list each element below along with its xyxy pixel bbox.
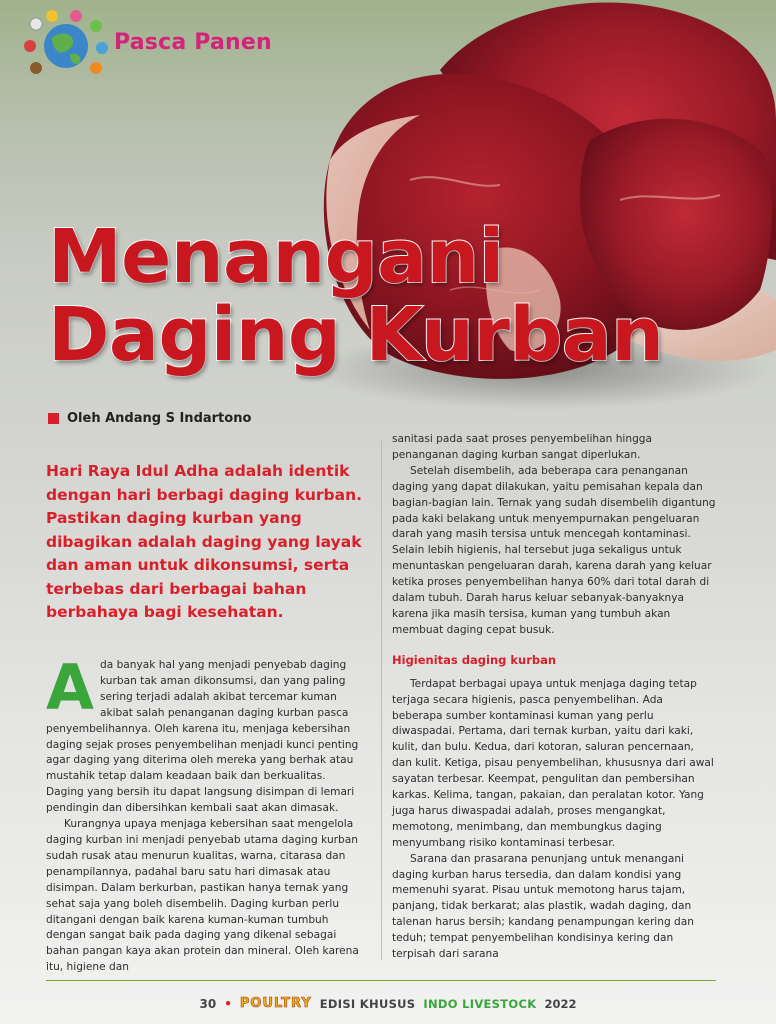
byline-text: Oleh Andang S Indartono xyxy=(67,411,252,426)
body-paragraph: Terdapat berbagai upaya untuk menjaga daging tetap terjaga secara higienis, pasca penyembelihan. Ada beberapa sumber kontaminasi kuman yang perlu diwaspadai. Pertama, dari ternak kurban, yaitu dari kaki, kulit, dan bulu. Kedua, dari kotoran, saluran pencernaan, dan kulit. Ketiga, pisau penyembelihan, khususnya dari awal sayatan terbesar. Keempat, pengulitan dan pembersihan karkas. Kelima, tangan, pakaian, dan peralatan kotor. Yang juga harus diwaspadai adalah, proses mengangkat, memotong, menimbang, dan membungkus daging menyumbang risiko kontaminasi terbesar. xyxy=(392,677,714,849)
column-divider xyxy=(381,440,382,960)
edition-year: 2022 xyxy=(544,996,577,1011)
section-title: Pasca Panen xyxy=(114,30,272,55)
magazine-brand: POULTRY xyxy=(239,996,312,1011)
left-column xyxy=(46,651,362,976)
edition-event: INDO LIVESTOCK xyxy=(423,996,537,1011)
page-number: 30 xyxy=(199,996,217,1011)
globe-logo-icon xyxy=(22,10,108,78)
footer-bullet: • xyxy=(224,996,232,1011)
page-footer xyxy=(0,996,776,1011)
body-paragraph: sanitasi pada saat proses penyembelihan hingga penanganan daging kurban sangat diperlukan. xyxy=(392,433,653,461)
lead-paragraph: Hari Raya Idul Adha adalah identik dengan hari berbagi daging kurban. Pastikan daging kurban yang dibagikan adalah daging yang layak dan aman untuk dikonsumsi, serta terbebas dari berbagai bahan berbahaya bagi kesehatan. xyxy=(46,462,363,621)
footer-rule xyxy=(46,980,716,981)
body-paragraph: Setelah disembelih, ada beberapa cara penanganan daging yang dapat dilakukan, yaitu pemisahan kepala dan bagian-bagian lain. Ternak yang sudah disembelih digantung pada kaki belakang untuk menyempurnakan pengeluaran darah yang masih tersisa untuk mencegah kontaminasi. Selain lebih higienis, hal tersebut juga sekaligus untuk menuntaskan pengeluaran darah, karena darah yang keluar ketika proses penyembelihan hanya 60% dari total darah di dalam tubuh. Darah harus keluar sebanyak-banyaknya karena jika masih tersisa, kuman yang tumbuh akan membuat daging cepat busuk. xyxy=(392,464,716,636)
drop-cap: A xyxy=(46,651,94,724)
article-headline xyxy=(48,214,688,378)
headline-line-1: Menangani xyxy=(48,214,504,300)
edition-label: EDISI KHUSUS xyxy=(319,996,416,1011)
body-paragraph: Sarana dan prasarana penunjang untuk menangani daging kurban harus tersedia, dan dalam kondisi yang memenuhi syarat. Pisau untuk memotong harus tajam, panjang, tidak berkarat; alas plastik, wadah daging, dan talenan harus bersih; kandang penampungan kering dan teduh; tempat penyembelihan kondisinya kering dan terpisah dari sarana xyxy=(392,852,694,961)
body-paragraph: da banyak hal yang menjadi penyebab daging kurban tak aman dikonsumsi, dan yang paling sering terjadi adalah akibat tercemar kuman akibat salah penanganan daging kurban pasca penyembelihannya. Oleh karena itu, menjaga kebersihan daging sejak proses penyembelihan menjadi kunci penting agar daging yang diterima oleh mereka yang berhak atau mustahik tetap dalam keadaan baik dan berkualitas. Daging yang bersih itu dapat langsung disimpan di lemari pendingin dan dibersihkan kembali saat akan dimasak. xyxy=(46,659,359,815)
right-column xyxy=(392,432,716,963)
byline-square-icon xyxy=(48,413,59,424)
body-paragraph: Kurangnya upaya menjaga kebersihan saat mengelola daging kurban ini menjadi penyebab utama daging kurban sudah rusak atau menurun kualitas, warna, citarasa dan penampilannya, padahal baru satu hari dimasak atau disimpan. Dalam berkurban, pastikan hanya ternak yang sehat saja yang boleh disembelih. Daging kurban perlu ditangani dengan baik karena kuman-kuman tumbuh dengan sangat baik pada daging yang dikenal sebagai bahan pangan kaya akan protein dan mineral. Oleh karena itu, higiene dan xyxy=(46,818,359,974)
subheading: Higienitas daging kurban xyxy=(392,652,557,667)
headline-line-2: Daging Kurban xyxy=(48,292,664,378)
byline xyxy=(48,411,251,426)
